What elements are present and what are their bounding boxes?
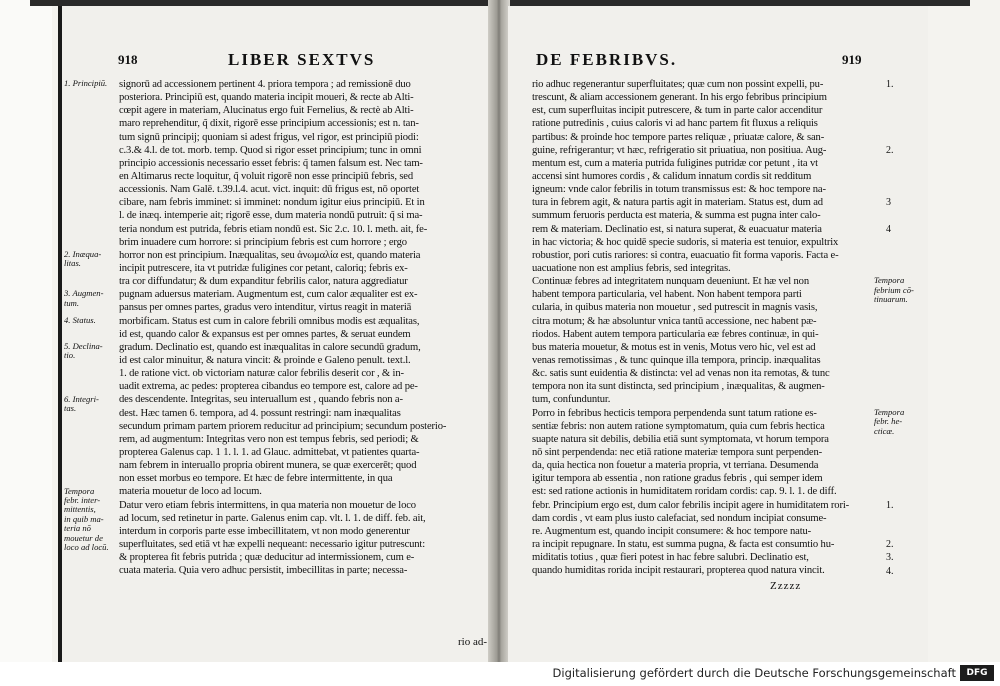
left-catchword: rio ad- (458, 636, 488, 648)
text-line: id est calor minuitur, & natura vincit: & proinde e Galeno penult. text.l. (119, 354, 411, 366)
text-line: igneum: vnde calor febrilis in totum transmissus est: & hoc tempore na- (532, 184, 826, 196)
text-line: febr. Principium ergo est, dum calor febrilis incipit agere in humiditatem rori- (532, 499, 850, 511)
right-folio: 919 (842, 52, 862, 67)
text-line: 1. de ratione vict. ob victoriam naturæ calor febrilis deserit cor , & in- (119, 368, 404, 380)
text-line: cuata materia. Quia vero adhuc persistit, imbecillitas in parte; necessa- (119, 565, 408, 577)
right-running-head: DE FEBRIBVS. (536, 50, 678, 69)
text-line: tra cor diffundatur; & dum expanditur febrilis calor, natura aggrediatur (119, 276, 408, 288)
edge-number: 3 (886, 197, 891, 209)
text-line: robustior, pori cutis rariores: si contra, euacuatio fit forma vaporis. Facta e- (532, 249, 839, 261)
text-line: est: sed ratione actionis in humiditatem roridam cordis: cap. 9. l. 1. de diff. (532, 486, 837, 498)
left-text-column (119, 78, 446, 577)
right-text-column (532, 78, 849, 577)
text-line: venas remotissimas , & tunc quinque illa tempora, princip. inæqualitas (532, 354, 821, 366)
text-line: Datur vero etiam febris intermittens, in qua materia non mouetur de loco (119, 499, 416, 511)
text-line: miditatis totius , quæ fieri potest in hac febre salubri. Declinatio est, (532, 552, 809, 564)
text-line: Continuæ febres ad integritatem nunquam deueniunt. Et hæ vel non (532, 276, 809, 288)
margin-note: 2. Inæqua- litas. (64, 248, 102, 269)
margin-note: Tempora febr. inter- mittentis, in quib ma- teria nō mouetur de loco ad locū. (64, 485, 109, 553)
footer-credit: Digitalisierung gefördert durch die Deutsche Forschungsgemeinschaft (552, 666, 956, 680)
edge-number: 1. (886, 499, 894, 511)
text-line: citra motum; & hæ absoluntur vnica tantū accessione, nec habent pæ- (532, 315, 817, 327)
text-line: maro reprehenditur, q̃ dixit, rigorē esse principium accessionis; est n. tan- (119, 118, 419, 130)
text-line: da, quia hectica non fouetur a materia propria, vt terriana. Desumenda (532, 460, 819, 472)
margin-note: Tempora febrium cō- tinuarum. (874, 275, 914, 305)
text-line: & propterea fit febris putrida ; quæ deducitur ad intermissionem, cum e- (119, 552, 415, 564)
text-line: Porro in febribus hecticis tempora perpendenda sunt tatum ratione es- (532, 407, 817, 419)
text-line: trescunt, & aliam accessionem generant. In his ergo febribus principium (532, 92, 827, 104)
text-line: sentiæ febris: non autem ratione symptomatum, quia cum febris hectica (532, 420, 825, 432)
text-line: cularia, in quibus materia non mouetur , sed putrescit in magnis vasis, (532, 302, 818, 314)
text-line: c.3.& 4.l. de tot. morb. temp. Quod si rigor esset principium; tunc in omni (119, 144, 422, 156)
text-line: brim inuadere cum horrore: si principium febris est cum horrore ; ergo (119, 236, 407, 248)
text-line: posteriora. Principiū est, quando materia incipit moueri, & recte ab Alti- (119, 92, 414, 104)
text-line: ra incipit repugnare. In statu, est summa pugna, & facta est consumtio hu- (532, 538, 835, 550)
text-line: uacuatione non est amplius febris, sed integritas. (532, 262, 731, 274)
edge-number: 1. (886, 79, 894, 90)
text-line: secundum primam partem priorem reducitur ad principium; secundum posterio- (119, 420, 447, 432)
right-page (508, 6, 928, 662)
text-line: accessionis. Nam Galē. t.39.l.4. acut. vict. inquit: dū frigus est, nō oportet (119, 184, 420, 196)
text-line: signorū ad accessionem pertinent 4. priora tempora ; ad remissionē duo (119, 79, 411, 90)
text-line: gradum. Declinatio est, quando est inæqualitas in calore secundū gradum, (119, 341, 421, 353)
text-line: non esset morbus eo tempore. Et hæc de febre intermittente, in qua (119, 473, 393, 485)
margin-note: 3. Augmen- tum. (64, 288, 104, 308)
text-line: suapte natura sit debilis, debilia etiā sunt symptomata, vt horum tempora (532, 433, 829, 445)
signature-mark: Zzzzz (770, 580, 802, 592)
text-line: teria nondum est putrida, febris etiam nondū est. Sic 2.c. 10. l. meth. ait, fe- (119, 223, 428, 235)
scan-margin (0, 0, 52, 686)
text-line: nam febrem in interuallo propria obirent munera, se quæ exercerēt; quod (119, 460, 417, 472)
left-running-head: LIBER SEXTVS (228, 50, 376, 69)
text-line: propterea Galenus cap. 1 1. l. 1. ad Glauc. admittebat, vt patientes quarta- (119, 446, 420, 458)
text-line: habent tempora particularia, vel habent. Non habent tempora parti (532, 289, 802, 301)
text-line: partibus: & proinde hoc tempore partes reliquæ , priuatæ calore, & san- (532, 131, 825, 143)
edge-number: 2. (886, 144, 894, 156)
text-line: l. de inæq. intemperie ait; rigorē esse, dum materia nondū putruit: q̃ si ma- (119, 210, 423, 222)
text-line: nō sint perpendenda: nec etiā ratione materiæ tempora sunt perpenden- (532, 446, 822, 458)
text-line: superfluitates, sed etiā vt hæ expelli nequeant: necessario igitur putrescunt: (119, 538, 426, 550)
text-line: guine, refrigerantur; vt hæc, refrigeratio sit priuatiua, non positiua. Aug- (532, 144, 827, 156)
text-line: dest. Hæc tamen 6. tempora, ad 4. possunt restringi: nam inæqualitas (119, 407, 401, 419)
text-line: in hac victoria; & hoc quidē specie sudoris, si materia est tenuior, expultrix (532, 236, 839, 248)
text-line: accensi sint humores cordis , & calidum innatum cordis sit redditum (532, 170, 812, 182)
left-page (58, 6, 494, 662)
margin-note: 4. Status. (64, 314, 96, 325)
text-line: tum signū principij; quoniam si adest frigus, vel rigor, est principiū piodi: (119, 131, 419, 143)
margin-note: 1. Principiū. (64, 78, 108, 88)
text-line: id est, quando calor & expansus est per omnes partes, & seruat eundem (119, 328, 411, 340)
text-line: igitur tempora ab essentia , non ratione gradus febris , qui semper idem (532, 473, 823, 485)
text-line: ad locum, sed retinetur in parte. Galenus enim cap. vlt. l. 1. de diff. feb. ait, (119, 512, 426, 524)
text-line: principio accessionis necessario esset febris: q̃ tamen falsum est. Nec tam- (119, 157, 423, 169)
margin-note: 5. Declina- tio. (64, 341, 103, 361)
text-line: interdum in corporis parte esse imbecillitatem, vt non modo generentur (119, 525, 410, 537)
text-line: tempora non ita sunt distincta, sed principium , inæqualitas, & augmen- (532, 381, 825, 393)
text-line: pugnam aduersus materiam. Augmentum est, cum calor æqualiter est ex- (119, 289, 418, 301)
text-line: rem & materiam. Declinatio est, si natura superat, & euacuatur materia (532, 223, 822, 235)
edge-number: 3. (886, 552, 894, 564)
text-line: &c. satis sunt euidentia & distincta: vel ad venas non ita remotas, & tunc (532, 368, 830, 380)
dfg-logo: DFG (960, 665, 994, 681)
text-line: tura in febrem agit, & natura partis agit in materiam. Status est, dum ad (532, 197, 823, 209)
text-line: rem, ad augmentum: Integritas vero non est tempus febris, sed periodi; & (119, 433, 419, 445)
text-line: ratione putredinis , cuius caloris vi ad hanc partem fit fluxus a reliquis (532, 118, 818, 130)
left-folio: 918 (118, 52, 138, 67)
edge-number: 2. (886, 539, 894, 551)
text-line: materia mouetur de loco ad locum. (119, 486, 262, 498)
text-line: bus materia mouetur, & motus est in venis, Motus vero hic, vel est ad (532, 341, 816, 353)
text-line: uadit extrema, ac pedes: propterea cibandus eo tempore est, calore ad pe- (119, 381, 418, 393)
text-line: cœpit agere in materiam, Alucinatus ergo fuit Fernelius, & rectè ab Alti- (119, 105, 414, 117)
text-line: dam cordis , vt eam plus iusto calefaciat, sed nondum incipiat consume- (532, 512, 827, 524)
text-line: summum feruoris perducta est materia, & summa est pugna inter calo- (532, 210, 821, 222)
book-gutter (488, 0, 510, 670)
text-line: en Altimarus recte loquitur, q̃ voluit rigorē non esse principiū febris, sed (119, 170, 414, 182)
text-line: cibare, nam febris imminet: si imminet: nondum igitur eius principiū. Et in (119, 197, 425, 209)
text-line: tum, confunduntur. (532, 394, 611, 406)
text-line: est, cum superfluitas incipit putrescere, & tum in parte calor accenditur (532, 105, 823, 117)
edge-number: 4. (886, 565, 894, 577)
margin-note: 6. Integri- tas. (64, 393, 99, 413)
text-line: rio adhuc regenerantur superfluitates; quæ cum non possint expelli, pu- (532, 79, 824, 90)
margin-note: Tempora febr. he- cticæ. (874, 406, 905, 436)
text-line: morbificam. Status est cum in calore febrili omnibus modis est æqualitas, (119, 315, 420, 327)
text-line: quando humiditas rorida incipit restaurari, propterea quod natura vincit. (532, 565, 825, 577)
text-line: incipit putrescere, ita vt putridæ fuligines cor petant, caloriq; febris ex- (119, 262, 408, 274)
text-line: riodos. Habent autem tempora particularia eæ febres continuæ, in qui- (532, 328, 819, 340)
text-line: pansus per omnes partes, gradus vero intenditur, virtus reagit in materiā (119, 302, 412, 314)
text-line: mentum est, cum a materia putrida fuligines putridæ cor petunt , ita vt (532, 157, 818, 169)
digitization-footer (0, 662, 1000, 686)
text-line: horror non est principium. Inæqualitas, seu ἀνωμαλία est, quando materia (119, 249, 421, 261)
text-line: re. Augmentum est, quando incipit consumere: & hoc tempore natu- (532, 525, 812, 537)
text-line: des descendente. Integritas, seu interuallum est , quando febris non a- (119, 394, 403, 406)
edge-number: 4 (886, 223, 891, 235)
